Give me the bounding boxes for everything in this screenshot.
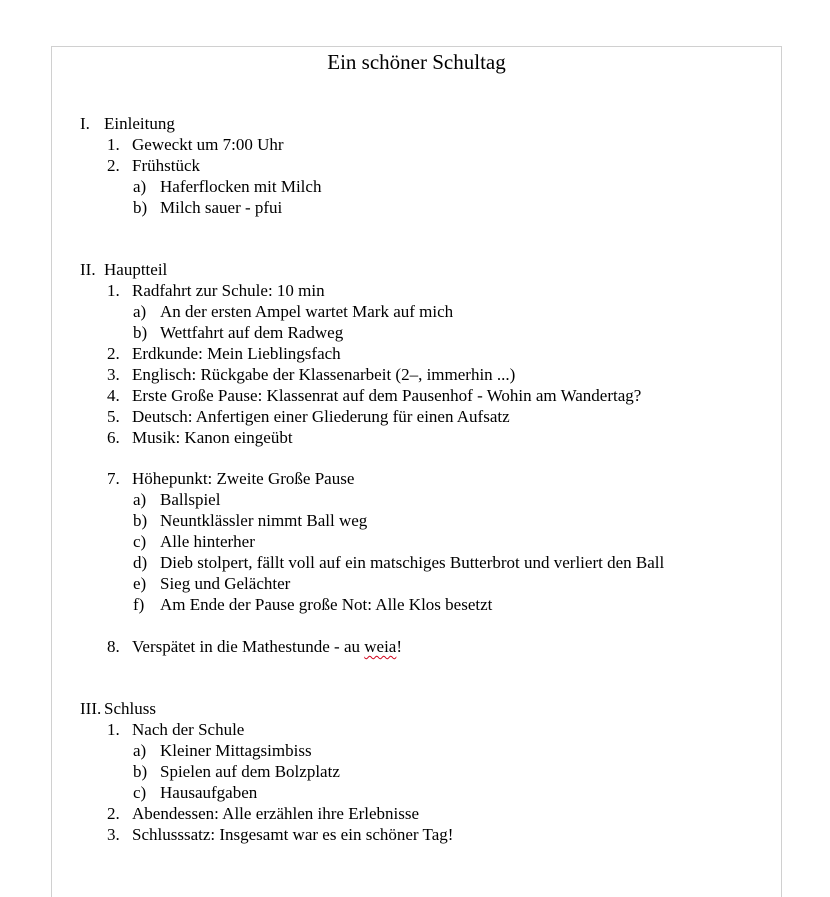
spellcheck-flagged-word[interactable]: weia: [364, 637, 397, 656]
section-heading-text: Hauptteil: [104, 260, 168, 279]
section-numeral: I.: [80, 114, 90, 133]
section-heading-text: Schluss: [104, 699, 156, 718]
section-heading-text: Einleitung: [104, 114, 175, 133]
section-numeral: III.: [80, 699, 102, 718]
document-title: Ein schöner Schultag: [327, 50, 506, 74]
section-numeral: II.: [80, 260, 96, 279]
